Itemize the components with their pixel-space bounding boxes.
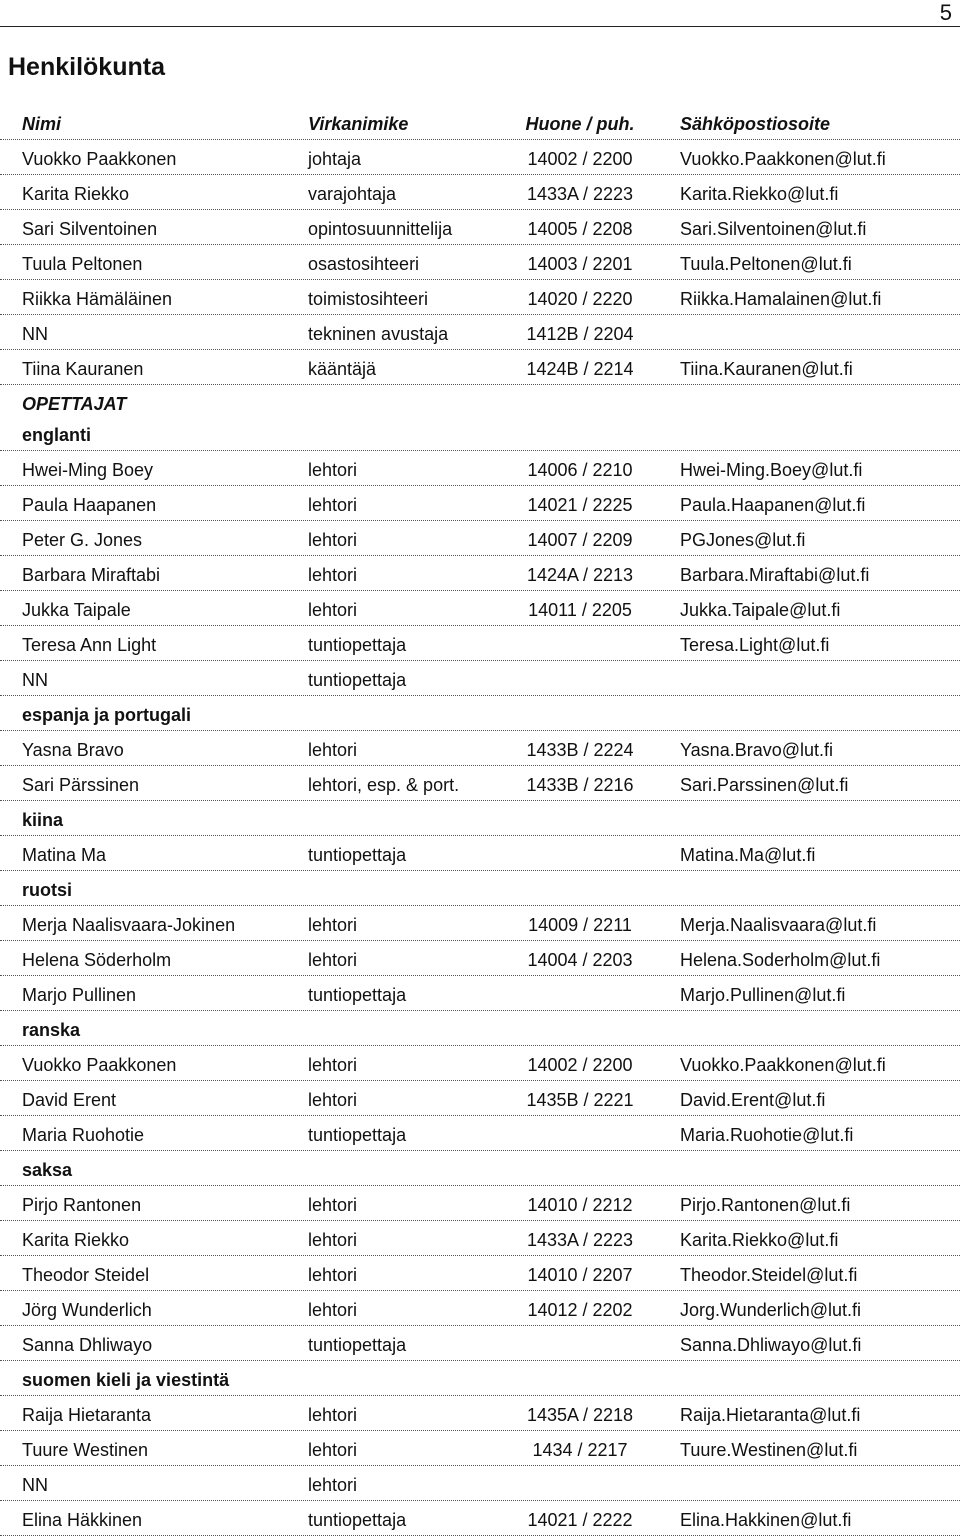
room-phone: 14021 / 2222 [527,1510,633,1530]
header-room: Huone / puh. [525,114,635,134]
email-address: Vuokko.Paakkonen@lut.fi [680,149,886,169]
room-phone: 14010 / 2207 [527,1265,633,1285]
job-title: lehtori [308,1195,358,1215]
person-name: NN [22,1475,48,1495]
room-phone: 14010 / 2212 [527,1195,633,1215]
email-address: PGJones@lut.fi [680,530,806,550]
section-heading: englanti [22,425,92,445]
table-row [0,836,960,871]
section-heading-row [0,1151,960,1186]
job-title: toimistosihteeri [308,289,429,309]
table-row [0,1256,960,1291]
room-phone: 1433A / 2223 [526,184,634,204]
person-name: Tuula Peltonen [22,254,143,274]
person-name: NN [22,324,48,344]
staff-table [0,105,960,1536]
job-title: tuntiopettaja [308,985,407,1005]
job-title: lehtori [308,1230,358,1250]
table-row [0,1221,960,1256]
table-row [0,556,960,591]
room-phone: 1412B / 2204 [526,324,634,344]
table-row [0,210,960,245]
table-row [0,1326,960,1361]
person-name: Paula Haapanen [22,495,157,515]
job-title: lehtori [308,1475,358,1495]
room-phone: 14011 / 2205 [528,600,632,620]
group-heading: OPETTAJAT [22,394,127,414]
room-phone: 1424B / 2214 [526,359,634,379]
person-name: Marjo Pullinen [22,985,137,1005]
section-heading-row [0,696,960,731]
email-address: Karita.Riekko@lut.fi [680,184,839,204]
table-row [0,766,960,801]
table-row [0,1081,960,1116]
table-row [0,451,960,486]
room-phone: 1433A / 2223 [526,1230,634,1250]
section-heading-row [0,801,960,836]
section-heading-row [0,1011,960,1046]
room-phone: 1433B / 2216 [526,775,634,795]
table-row [0,1501,960,1536]
section-heading: espanja ja portugali [22,705,192,725]
table-row [0,315,960,350]
person-name: Teresa Ann Light [22,635,157,655]
job-title: tuntiopettaja [308,1125,407,1145]
email-address: Karita.Riekko@lut.fi [680,1230,839,1250]
job-title: lehtori [308,1055,358,1075]
room-phone: 14020 / 2220 [527,289,633,309]
table-row [0,731,960,766]
email-address: Yasna.Bravo@lut.fi [680,740,834,760]
header-email: Sähköpostiosoite [680,114,831,134]
section-heading-row [0,416,960,451]
email-address: Tuure.Westinen@lut.fi [680,1440,858,1460]
email-address: Tiina.Kauranen@lut.fi [680,359,853,379]
email-address: Jorg.Wunderlich@lut.fi [680,1300,862,1320]
email-address: Barbara.Miraftabi@lut.fi [680,565,870,585]
table-row [0,486,960,521]
table-row [0,1116,960,1151]
job-title: lehtori [308,495,358,515]
job-title: lehtori [308,1300,358,1320]
table-row [0,1046,960,1081]
person-name: Peter G. Jones [22,530,143,550]
email-address: Raija.Hietaranta@lut.fi [680,1405,861,1425]
room-phone: 14007 / 2209 [527,530,633,550]
person-name: Sanna Dhliwayo [22,1335,153,1355]
room-phone: 14002 / 2200 [527,149,633,169]
job-title: tekninen avustaja [308,324,449,344]
email-address: Maria.Ruohotie@lut.fi [680,1125,854,1145]
person-name: Sari Silventoinen [22,219,158,239]
job-title: lehtori, esp. & port. [308,775,460,795]
person-name: Theodor Steidel [22,1265,150,1285]
email-address: David.Erent@lut.fi [680,1090,826,1110]
person-name: Jukka Taipale [22,600,131,620]
table-header [0,105,960,140]
table-row [0,906,960,941]
table-row [0,1291,960,1326]
job-title: osastosihteeri [308,254,420,274]
person-name: Raija Hietaranta [22,1405,152,1425]
page-number: 5 [939,0,952,25]
room-phone: 1433B / 2224 [526,740,634,760]
section-heading: kiina [22,810,64,830]
section-heading: suomen kieli ja viestintä [22,1370,230,1390]
job-title: tuntiopettaja [308,845,407,865]
table-body [0,140,960,1536]
person-name: Vuokko Paakkonen [22,149,177,169]
job-title: lehtori [308,1405,358,1425]
person-name: Yasna Bravo [22,740,124,760]
person-name: Elina Häkkinen [22,1510,143,1530]
job-title: lehtori [308,1090,358,1110]
table-row [0,140,960,175]
group-heading-row [0,385,960,416]
table-row [0,1396,960,1431]
person-name: NN [22,670,48,690]
table-row [0,591,960,626]
person-name: Pirjo Rantonen [22,1195,142,1215]
table-row [0,1431,960,1466]
person-name: Jörg Wunderlich [22,1300,152,1320]
person-name: Riikka Hämäläinen [22,289,173,309]
room-phone: 14021 / 2225 [527,495,633,515]
email-address: Merja.Naalisvaara@lut.fi [680,915,877,935]
room-phone: 1435B / 2221 [526,1090,634,1110]
person-name: Matina Ma [22,845,107,865]
room-phone: 1434 / 2217 [532,1440,628,1460]
job-title: lehtori [308,1440,358,1460]
top-rule [0,26,960,27]
room-phone: 14006 / 2210 [527,460,633,480]
table-row [0,1466,960,1501]
person-name: Merja Naalisvaara-Jokinen [22,915,236,935]
room-phone: 1424A / 2213 [526,565,634,585]
room-phone: 14005 / 2208 [527,219,633,239]
page-title: Henkilökunta [8,53,165,81]
person-name: Karita Riekko [22,1230,130,1250]
table-row [0,245,960,280]
table-row [0,280,960,315]
table-row [0,521,960,556]
table-row [0,626,960,661]
person-name: Karita Riekko [22,184,130,204]
room-phone: 14003 / 2201 [527,254,633,274]
email-address: Tuula.Peltonen@lut.fi [680,254,852,274]
job-title: lehtori [308,460,358,480]
email-address: Elina.Hakkinen@lut.fi [680,1510,852,1530]
email-address: Pirjo.Rantonen@lut.fi [680,1195,851,1215]
email-address: Matina.Ma@lut.fi [680,845,816,865]
email-address: Jukka.Taipale@lut.fi [680,600,841,620]
job-title: johtaja [308,149,362,169]
table-row [0,941,960,976]
room-phone: 14009 / 2211 [528,915,632,935]
email-address: Hwei-Ming.Boey@lut.fi [680,460,863,480]
job-title: kääntäjä [308,359,377,379]
email-address: Paula.Haapanen@lut.fi [680,495,866,515]
person-name: Hwei-Ming Boey [22,460,154,480]
job-title: lehtori [308,1265,358,1285]
room-phone: 1435A / 2218 [526,1405,634,1425]
person-name: Helena Söderholm [22,950,172,970]
job-title: lehtori [308,950,358,970]
email-address: Sanna.Dhliwayo@lut.fi [680,1335,862,1355]
email-address: Teresa.Light@lut.fi [680,635,830,655]
job-title: varajohtaja [308,184,397,204]
room-phone: 14002 / 2200 [527,1055,633,1075]
section-heading-row [0,1361,960,1396]
job-title: tuntiopettaja [308,635,407,655]
job-title: lehtori [308,740,358,760]
person-name: Vuokko Paakkonen [22,1055,177,1075]
room-phone: 14012 / 2202 [527,1300,633,1320]
header-title: Virkanimike [308,114,409,134]
job-title: tuntiopettaja [308,1510,407,1530]
person-name: Maria Ruohotie [22,1125,145,1145]
job-title: lehtori [308,600,358,620]
email-address: Sari.Parssinen@lut.fi [680,775,849,795]
job-title: lehtori [308,530,358,550]
section-heading: saksa [22,1160,73,1180]
room-phone: 14004 / 2203 [527,950,633,970]
person-name: Tiina Kauranen [22,359,144,379]
table-row [0,175,960,210]
person-name: Sari Pärssinen [22,775,140,795]
email-address: Theodor.Steidel@lut.fi [680,1265,858,1285]
email-address: Sari.Silventoinen@lut.fi [680,219,867,239]
person-name: Tuure Westinen [22,1440,149,1460]
job-title: lehtori [308,915,358,935]
job-title: tuntiopettaja [308,670,407,690]
email-address: Vuokko.Paakkonen@lut.fi [680,1055,886,1075]
section-heading: ruotsi [22,880,73,900]
job-title: opintosuunnittelija [308,219,453,239]
email-address: Marjo.Pullinen@lut.fi [680,985,846,1005]
header-name: Nimi [22,114,62,134]
section-heading-row [0,871,960,906]
table-row [0,1186,960,1221]
table-row [0,350,960,385]
person-name: Barbara Miraftabi [22,565,161,585]
email-address: Helena.Soderholm@lut.fi [680,950,881,970]
table-row [0,976,960,1011]
person-name: David Erent [22,1090,117,1110]
job-title: tuntiopettaja [308,1335,407,1355]
table-row [0,661,960,696]
email-address: Riikka.Hamalainen@lut.fi [680,289,882,309]
section-heading: ranska [22,1020,81,1040]
job-title: lehtori [308,565,358,585]
